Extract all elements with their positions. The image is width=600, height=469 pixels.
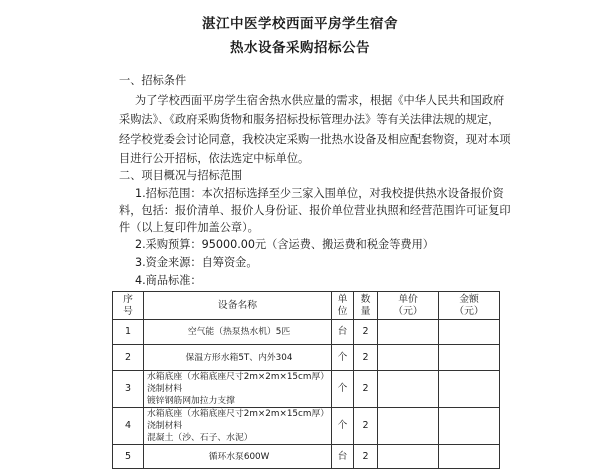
cell-no: 1 [113, 320, 144, 345]
section1-line: 经学校党委会讨论同意，我校决定采购一批热水设备及相应配套物资，现对本项 [119, 133, 511, 146]
cell-unit: 台 [332, 445, 354, 469]
table-header-row [113, 292, 500, 320]
cell-amount [439, 320, 500, 345]
header-unit: 单 位 [332, 292, 354, 320]
cell-qty: 2 [354, 345, 378, 371]
cell-unit: 个 [332, 371, 354, 408]
table-row [113, 320, 500, 345]
cell-unit: 个 [332, 345, 354, 371]
cell-no: 3 [113, 371, 144, 408]
table-row [113, 445, 500, 469]
section2-heading: 二、项目概况与招标范围 [119, 169, 243, 182]
section2-item2: 2.采购预算：95000.00元（含运费、搬运费和税金等费用） [135, 238, 434, 251]
section1-line: 为了学校西面平房学生宿舍热水供应量的需求，根据《中华人民共和国政府 [135, 94, 505, 107]
goods-table [112, 291, 500, 469]
section1-heading: 一、招标条件 [119, 74, 187, 87]
cell-unit: 台 [332, 320, 354, 345]
header-amount: 金额 （元） [439, 292, 500, 320]
cell-no: 5 [113, 445, 144, 469]
document-title-line2: 热水设备采购招标公告 [230, 40, 370, 56]
header-name: 设备名称 [144, 292, 332, 320]
table-row [113, 371, 500, 408]
table-row [113, 408, 500, 445]
cell-unit: 个 [332, 408, 354, 445]
section2-item4: 4.商品标准： [135, 274, 202, 287]
cell-no: 4 [113, 408, 144, 445]
cell-amount [439, 445, 500, 469]
section1-line: 目进行公开招标，依法选定中标单位。 [119, 152, 310, 165]
section2-item3: 3.资金来源：自筹资金。 [135, 256, 258, 269]
cell-amount [439, 345, 500, 371]
cell-price [378, 320, 439, 345]
header-no: 序 号 [113, 292, 144, 320]
cell-no: 2 [113, 345, 144, 371]
header-qty: 数 量 [354, 292, 378, 320]
cell-price [378, 345, 439, 371]
cell-price [378, 408, 439, 445]
section2-item1-line: 料，包括：报价清单、报价人身份证、报价单位营业执照和经营范围许可证复印 [119, 204, 511, 217]
cell-qty: 2 [354, 371, 378, 408]
cell-amount [439, 371, 500, 408]
cell-qty: 2 [354, 320, 378, 345]
cell-name: 保温方形水箱5T、内外304 [144, 345, 332, 371]
cell-name: 循环水泵600W [144, 445, 332, 469]
section2-item1-line: 件（以上复印件加盖公章）。 [119, 221, 259, 234]
cell-qty: 2 [354, 445, 378, 469]
cell-amount [439, 408, 500, 445]
cell-qty: 2 [354, 408, 378, 445]
section1-line: 采购法》、《政府采购货物和服务招标投标管理办法》等有关法律法规的规定， [119, 113, 500, 126]
document-title-line1: 湛江中医学校西面平房学生宿舍 [202, 16, 398, 32]
cell-name: 水箱底座（水箱底座尺寸2m×2m×15cm厚）浇制材料 混凝土（沙、石子、水泥） [144, 408, 332, 445]
cell-price [378, 445, 439, 469]
table-row [113, 345, 500, 371]
section2-item1-line: 1.招标范围：本次招标选择至少三家入围单位，对我校提供热水设备报价资 [135, 187, 504, 200]
header-price: 单价 （元） [378, 292, 439, 320]
cell-price [378, 371, 439, 408]
cell-name: 空气能（热泵热水机）5匹 [144, 320, 332, 345]
cell-name: 水箱底座（水箱底座尺寸2m×2m×15cm厚）浇制材料 镀锌钢筋网加拉力支撑 [144, 371, 332, 408]
